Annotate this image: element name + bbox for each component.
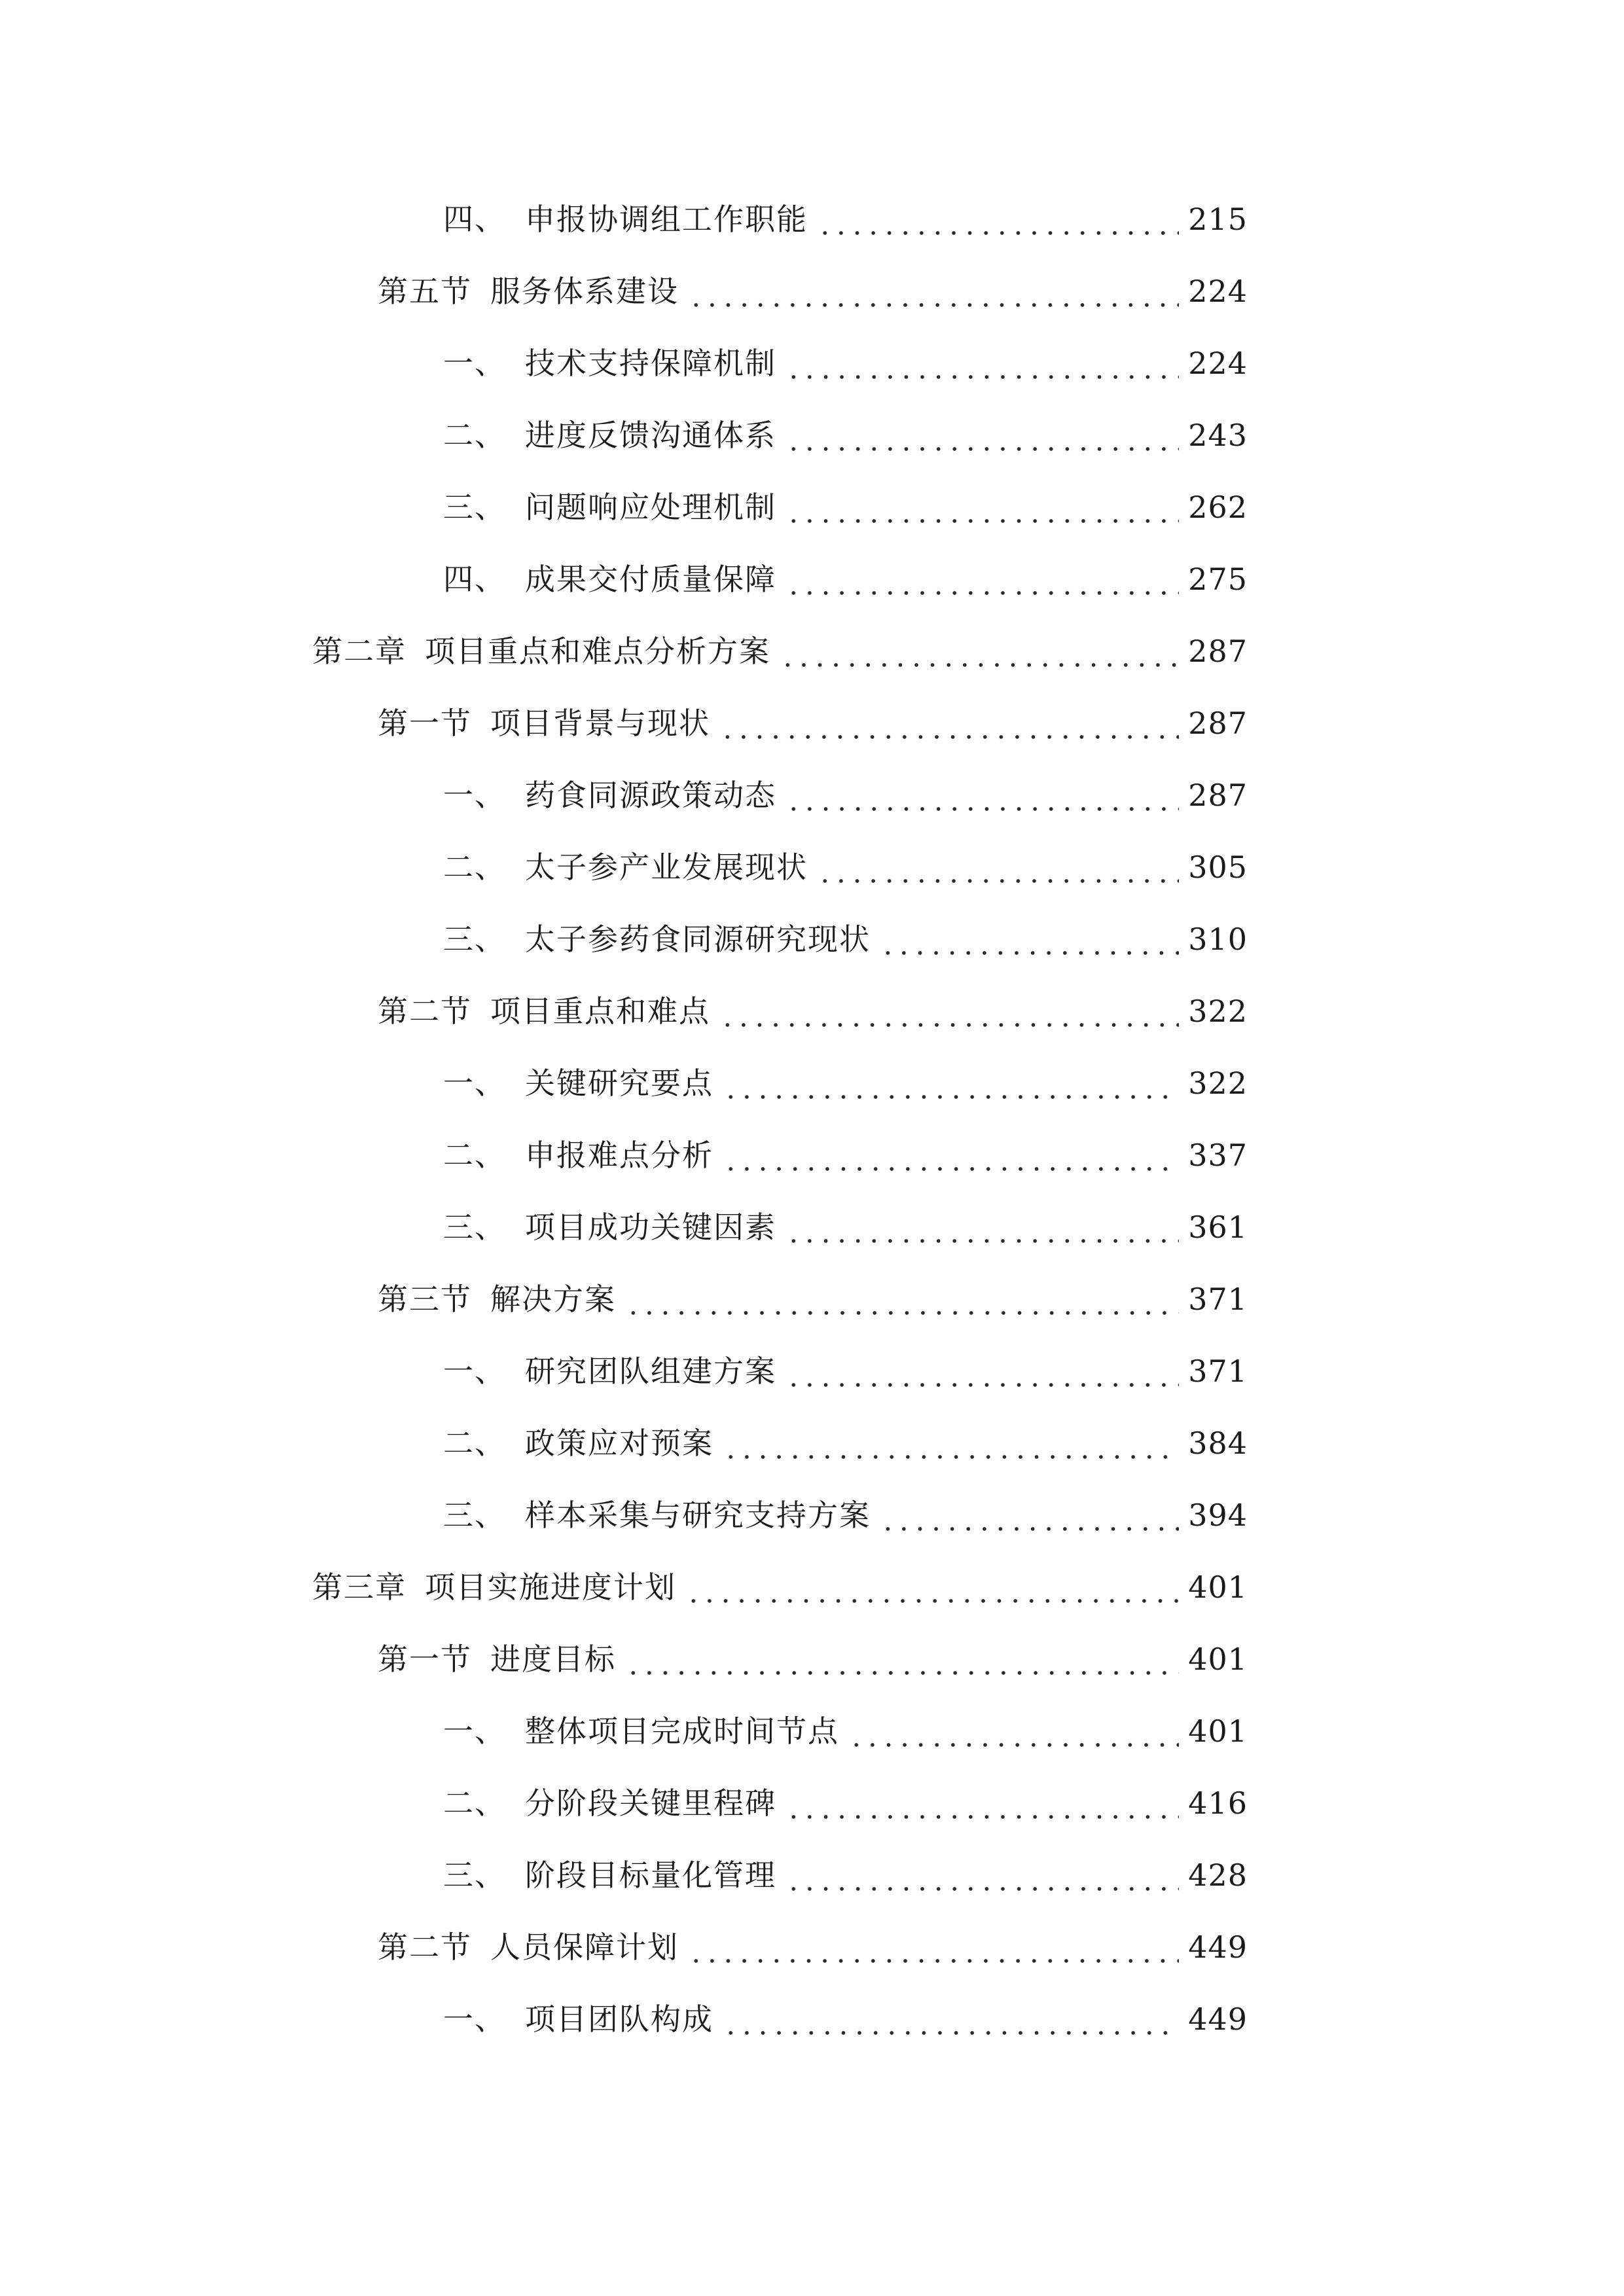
toc-page-number: 401 — [1188, 1570, 1248, 1605]
toc-page-number: 275 — [1188, 562, 1248, 597]
toc-entry-title: 进度反馈沟通体系 — [525, 418, 776, 453]
toc-dot-leader — [723, 2007, 1179, 2037]
toc-entry[interactable] — [0, 1839, 1624, 1911]
toc-dot-leader — [688, 1935, 1179, 1965]
toc-dot-leader — [785, 1863, 1179, 1893]
toc-dot-leader — [723, 1071, 1179, 1101]
toc-entry[interactable] — [0, 327, 1624, 399]
toc-entry-title: 整体项目完成时间节点 — [525, 1713, 839, 1749]
toc-dot-leader — [719, 999, 1179, 1029]
toc-entry-number: 三、 — [443, 1857, 506, 1893]
toc-page-number: 384 — [1188, 1426, 1248, 1461]
toc-page-number: 371 — [1188, 1282, 1248, 1317]
table-of-contents — [0, 183, 1624, 2055]
toc-entry[interactable] — [0, 759, 1624, 831]
toc-entry[interactable] — [0, 1767, 1624, 1839]
toc-entry-number: 二、 — [443, 850, 506, 885]
toc-page-number: 287 — [1188, 778, 1248, 813]
toc-dot-leader — [785, 1215, 1179, 1245]
toc-entry[interactable] — [0, 1263, 1624, 1335]
toc-entry-number: 第二节 — [378, 1929, 472, 1965]
toc-entry[interactable] — [0, 255, 1624, 327]
toc-page-number: 287 — [1188, 706, 1248, 741]
toc-entry[interactable] — [0, 1335, 1624, 1407]
toc-entry-number: 二、 — [443, 1138, 506, 1173]
toc-entry-title: 政策应对预案 — [525, 1426, 713, 1461]
toc-entry-title: 太子参药食同源研究现状 — [525, 922, 871, 957]
toc-entry-number: 第三章 — [312, 1570, 406, 1605]
toc-entry-title: 阶段目标量化管理 — [525, 1857, 776, 1893]
toc-entry-number: 第三节 — [378, 1282, 472, 1317]
toc-entry-number: 三、 — [443, 1210, 506, 1245]
toc-page-number: 224 — [1188, 346, 1248, 381]
toc-entry-title: 解决方案 — [490, 1282, 616, 1317]
toc-entry[interactable] — [0, 615, 1624, 687]
toc-page-number: 215 — [1188, 202, 1248, 237]
toc-dot-leader — [625, 1647, 1179, 1677]
toc-entry-number: 二、 — [443, 1785, 506, 1821]
toc-page-number: 337 — [1188, 1138, 1248, 1173]
toc-entry-title: 人员保障计划 — [490, 1929, 679, 1965]
toc-entry-number: 四、 — [443, 202, 506, 237]
toc-entry[interactable] — [0, 687, 1624, 759]
toc-entry-number: 三、 — [443, 922, 506, 957]
toc-entry-number: 一、 — [443, 2001, 506, 2037]
toc-entry-title: 项目重点和难点 — [490, 994, 710, 1029]
toc-page-number: 401 — [1188, 1641, 1248, 1677]
toc-entry[interactable] — [0, 543, 1624, 615]
toc-entry[interactable] — [0, 1623, 1624, 1695]
toc-dot-leader — [880, 1503, 1179, 1533]
toc-page-number: 416 — [1188, 1785, 1248, 1821]
toc-entry-title: 项目实施进度计划 — [425, 1570, 676, 1605]
toc-entry[interactable] — [0, 183, 1624, 255]
toc-entry-number: 二、 — [443, 1426, 506, 1461]
toc-entry-number: 第五节 — [378, 274, 472, 309]
toc-entry[interactable] — [0, 975, 1624, 1047]
toc-page-number: 322 — [1188, 1066, 1248, 1101]
toc-page-number: 305 — [1188, 850, 1248, 885]
toc-page-number: 243 — [1188, 418, 1248, 453]
toc-entry[interactable] — [0, 1047, 1624, 1119]
toc-entry[interactable] — [0, 399, 1624, 471]
toc-entry-title: 服务体系建设 — [490, 274, 679, 309]
toc-entry-title: 分阶段关键里程碑 — [525, 1785, 776, 1821]
toc-page-number: 449 — [1188, 1929, 1248, 1965]
toc-entry-number: 第二节 — [378, 994, 472, 1029]
toc-entry-title: 问题响应处理机制 — [525, 490, 776, 525]
toc-entry-number: 一、 — [443, 1066, 506, 1101]
toc-entry-title: 药食同源政策动态 — [525, 778, 776, 813]
toc-dot-leader — [780, 639, 1179, 669]
toc-page-number: 287 — [1188, 634, 1248, 669]
toc-dot-leader — [880, 927, 1179, 957]
toc-dot-leader — [625, 1287, 1179, 1317]
toc-entry[interactable] — [0, 831, 1624, 903]
toc-entry-title: 关键研究要点 — [525, 1066, 713, 1101]
toc-entry-title: 申报协调组工作职能 — [525, 202, 808, 237]
toc-entry-number: 三、 — [443, 1498, 506, 1533]
toc-entry-number: 一、 — [443, 346, 506, 381]
toc-entry[interactable] — [0, 1983, 1624, 2055]
toc-entry[interactable] — [0, 1551, 1624, 1623]
toc-page-number: 371 — [1188, 1354, 1248, 1389]
toc-dot-leader — [723, 1431, 1179, 1461]
toc-entry-title: 进度目标 — [490, 1641, 616, 1677]
toc-page-number: 310 — [1188, 922, 1248, 957]
toc-dot-leader — [785, 783, 1179, 813]
toc-entry[interactable] — [0, 1911, 1624, 1983]
toc-page-number: 262 — [1188, 490, 1248, 525]
toc-entry-number: 一、 — [443, 1354, 506, 1389]
toc-dot-leader — [817, 207, 1179, 237]
toc-entry-title: 项目成功关键因素 — [525, 1210, 776, 1245]
toc-entry-number: 四、 — [443, 562, 506, 597]
toc-dot-leader — [785, 423, 1179, 453]
toc-entry[interactable] — [0, 471, 1624, 543]
toc-entry-number: 第一节 — [378, 706, 472, 741]
toc-entry-number: 一、 — [443, 778, 506, 813]
toc-dot-leader — [785, 1791, 1179, 1821]
toc-entry-number: 二、 — [443, 418, 506, 453]
toc-dot-leader — [785, 567, 1179, 597]
toc-dot-leader — [785, 351, 1179, 381]
toc-dot-leader — [685, 1575, 1179, 1605]
toc-entry-title: 项目背景与现状 — [490, 706, 710, 741]
toc-entry-title: 样本采集与研究支持方案 — [525, 1498, 871, 1533]
toc-entry-title: 太子参产业发展现状 — [525, 850, 808, 885]
toc-entry-title: 研究团队组建方案 — [525, 1354, 776, 1389]
toc-page-number: 428 — [1188, 1857, 1248, 1893]
toc-entry[interactable] — [0, 1191, 1624, 1263]
toc-dot-leader — [785, 495, 1179, 525]
toc-entry[interactable] — [0, 1479, 1624, 1551]
toc-entry-title: 项目团队构成 — [525, 2001, 713, 2037]
toc-entry-title: 成果交付质量保障 — [525, 562, 776, 597]
toc-entry-number: 第一节 — [378, 1641, 472, 1677]
toc-entry[interactable] — [0, 1695, 1624, 1767]
toc-entry-title: 技术支持保障机制 — [525, 346, 776, 381]
toc-entry-number: 三、 — [443, 490, 506, 525]
toc-page-number: 224 — [1188, 274, 1248, 309]
toc-page-number: 449 — [1188, 2001, 1248, 2037]
toc-entry-number: 一、 — [443, 1713, 506, 1749]
toc-dot-leader — [719, 711, 1179, 741]
toc-entry[interactable] — [0, 903, 1624, 975]
toc-entry[interactable] — [0, 1119, 1624, 1191]
toc-page-number: 361 — [1188, 1210, 1248, 1245]
toc-entry-number: 第二章 — [312, 634, 406, 669]
toc-page-number: 394 — [1188, 1498, 1248, 1533]
toc-dot-leader — [785, 1359, 1179, 1389]
toc-page-number: 401 — [1188, 1713, 1248, 1749]
toc-page-number: 322 — [1188, 994, 1248, 1029]
toc-entry-title: 项目重点和难点分析方案 — [425, 634, 770, 669]
toc-entry-title: 申报难点分析 — [525, 1138, 713, 1173]
toc-dot-leader — [723, 1143, 1179, 1173]
toc-entry[interactable] — [0, 1407, 1624, 1479]
toc-dot-leader — [848, 1719, 1179, 1749]
toc-dot-leader — [817, 855, 1179, 885]
toc-dot-leader — [688, 279, 1179, 309]
